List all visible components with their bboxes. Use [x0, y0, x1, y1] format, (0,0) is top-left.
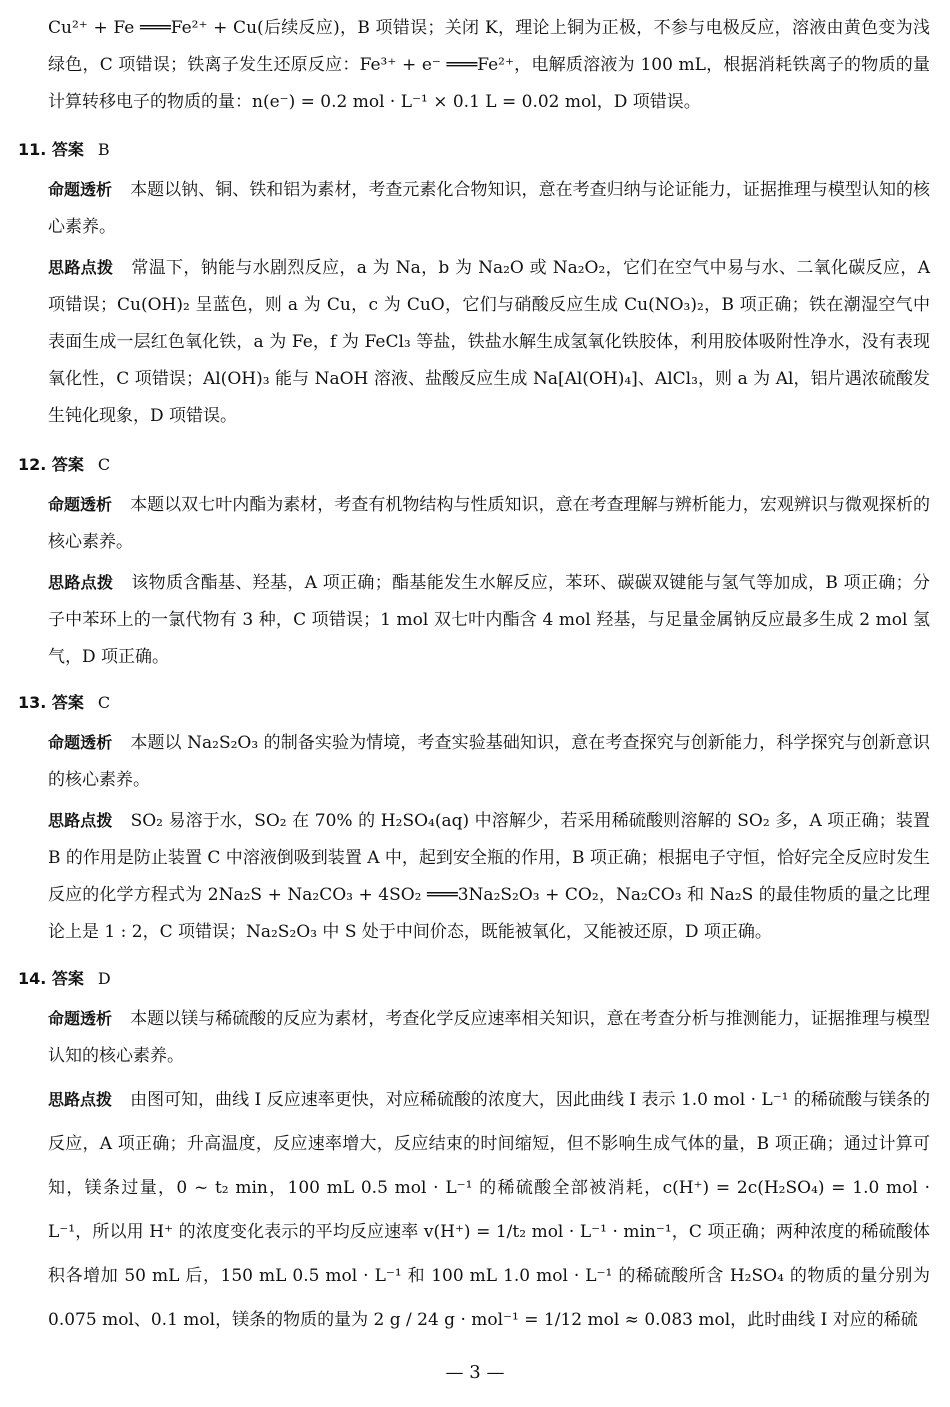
question-13-analysis [48, 802, 930, 951]
intro-text: 本题以钠、铜、铁和铝为素材，考查元素化合物知识，意在考查归纳与论证能力，证据推理与模型认知的核心素养。 [48, 180, 930, 237]
question-12-header [18, 446, 110, 483]
question-11-header [18, 131, 110, 168]
intro-label: 命题透析 [48, 733, 113, 752]
question-11-intro [48, 171, 930, 246]
question-number: 12. 答案 [18, 455, 84, 474]
analysis-label: 思路点拨 [48, 811, 113, 830]
analysis-text: 该物质含酯基、羟基，A 项正确；酯基能发生水解反应，苯环、碳碳双键能与氢气等加成，B 项正确；分子中苯环上的一氯代物有 3 种，C 项错误；1 mol 双七叶内酯含 4 mol 羟基，与足量金属钠反应最多生成 2 mol 氢气，D 项正确。 [48, 573, 930, 667]
intro-text: 本题以 Na₂S₂O₃ 的制备实验为情境，考查实验基础知识，意在考查探究与创新能力，科学探究与创新意识的核心素养。 [48, 733, 930, 790]
analysis-text: 由图可知，曲线 Ⅰ 反应速率更快，对应稀硫酸的浓度大，因此曲线 Ⅰ 表示 1.0 mol · L⁻¹ 的稀硫酸与镁条的反应，A 项正确；升高温度，反应速率增大，反应结束的时间缩短，但不影响生成气体的量，B 项正确；通过计算可知，镁条过量，0 ~ t₂ min，100 mL 0.5 mol · L⁻¹ 的稀硫酸全部被消耗，c(H⁺) = 2c(H₂SO₄) = 1.0 mol · L⁻¹，所以用 H⁺ 的浓度变化表示的平均反应速率 v(H⁺) = 1/t₂ mol · L⁻¹ · min⁻¹，C 项正确；两种浓度的稀硫酸体积各增加 50 mL 后，150 mL 0.5 mol · L⁻¹ 和 100 mL 1.0 mol · L⁻¹ 的稀硫酸所含 H₂SO₄ 的物质的量分别为 0.075 mol、0.1 mol，镁条的物质的量为 2 g / 24 g · mol⁻¹ = 1/12 mol ≈ 0.083 mol，此时曲线 Ⅰ 对应的稀硫 [48, 1090, 930, 1330]
question-number: 11. 答案 [18, 140, 84, 159]
intro-label: 命题透析 [48, 180, 113, 199]
continuation-paragraph: Cu²⁺ + Fe ═══Fe²⁺ + Cu(后续反应)，B 项错误；关闭 K，理论上铜为正极，不参与电极反应，溶液由黄色变为浅绿色，C 项错误；铁离子发生还原反应：Fe³⁺ + e⁻ ═══Fe²⁺，电解质溶液为 100 mL，根据消耗铁离子的物质的量计算转移电子的物质的量：n(e⁻) = 0.2 mol · L⁻¹ × 0.1 L = 0.02 mol，D 项错误。 [48, 18, 930, 112]
question-14-intro [48, 1000, 930, 1075]
question-14-header [18, 960, 111, 997]
question-answer: C [97, 455, 111, 474]
analysis-label: 思路点拨 [48, 1090, 113, 1109]
question-number: 14. 答案 [18, 969, 84, 988]
analysis-text: 常温下，钠能与水剧烈反应，a 为 Na，b 为 Na₂O 或 Na₂O₂，它们在空气中易与水、二氧化碳反应，A 项错误；Cu(OH)₂ 呈蓝色，则 a 为 Cu，c 为 CuO，它们与硝酸反应生成 Cu(NO₃)₂，B 项正确；铁在潮湿空气中表面生成一层红色氧化铁，a 为 Fe，f 为 FeCl₃ 等盐，铁盐水解生成氢氧化铁胶体，利用胶体吸附性净水，没有表现氧化性，C 项错误；Al(OH)₃ 能与 NaOH 溶液、盐酸反应生成 Na[Al(OH)₄]、AlCl₃，则 a 为 Al，铝片遇浓硫酸发生钝化现象，D 项错误。 [48, 258, 930, 426]
intro-text: 本题以镁与稀硫酸的反应为素材，考查化学反应速率相关知识，意在考查分析与推测能力，证据推理与模型认知的核心素养。 [48, 1009, 930, 1066]
page-number: — 3 — [445, 1362, 505, 1383]
question-13-intro [48, 724, 930, 799]
question-answer: C [97, 693, 111, 712]
analysis-label: 思路点拨 [48, 258, 114, 277]
intro-text: 本题以双七叶内酯为素材，考查有机物结构与性质知识，意在考查理解与辨析能力，宏观辨识与微观探析的核心素养。 [48, 495, 930, 552]
question-number: 13. 答案 [18, 693, 84, 712]
intro-label: 命题透析 [48, 1009, 113, 1028]
question-answer: B [97, 140, 110, 159]
question-13-header [18, 684, 110, 721]
question-12-intro [48, 486, 930, 561]
analysis-label: 思路点拨 [48, 573, 114, 592]
analysis-text: SO₂ 易溶于水，SO₂ 在 70% 的 H₂SO₄(aq) 中溶解少，若采用稀硫酸则溶解的 SO₂ 多，A 项正确；装置 B 的作用是防止装置 C 中溶液倒吸到装置 A 中，起到安全瓶的作用，B 项正确；根据电子守恒，恰好完全反应时发生反应的化学方程式为 2Na₂S + Na₂CO₃ + 4SO₂ ═══3Na₂S₂O₃ + CO₂，Na₂CO₃ 和 Na₂S 的最佳物质的量之比理论上是 1 : 2，C 项错误；Na₂S₂O₃ 中 S 处于中间价态，既能被氧化，又能被还原，D 项正确。 [48, 811, 930, 942]
question-answer: D [97, 969, 111, 988]
question-12-analysis [48, 564, 930, 676]
question-11-analysis [48, 249, 930, 435]
intro-label: 命题透析 [48, 495, 113, 514]
question-14-analysis [48, 1078, 930, 1342]
